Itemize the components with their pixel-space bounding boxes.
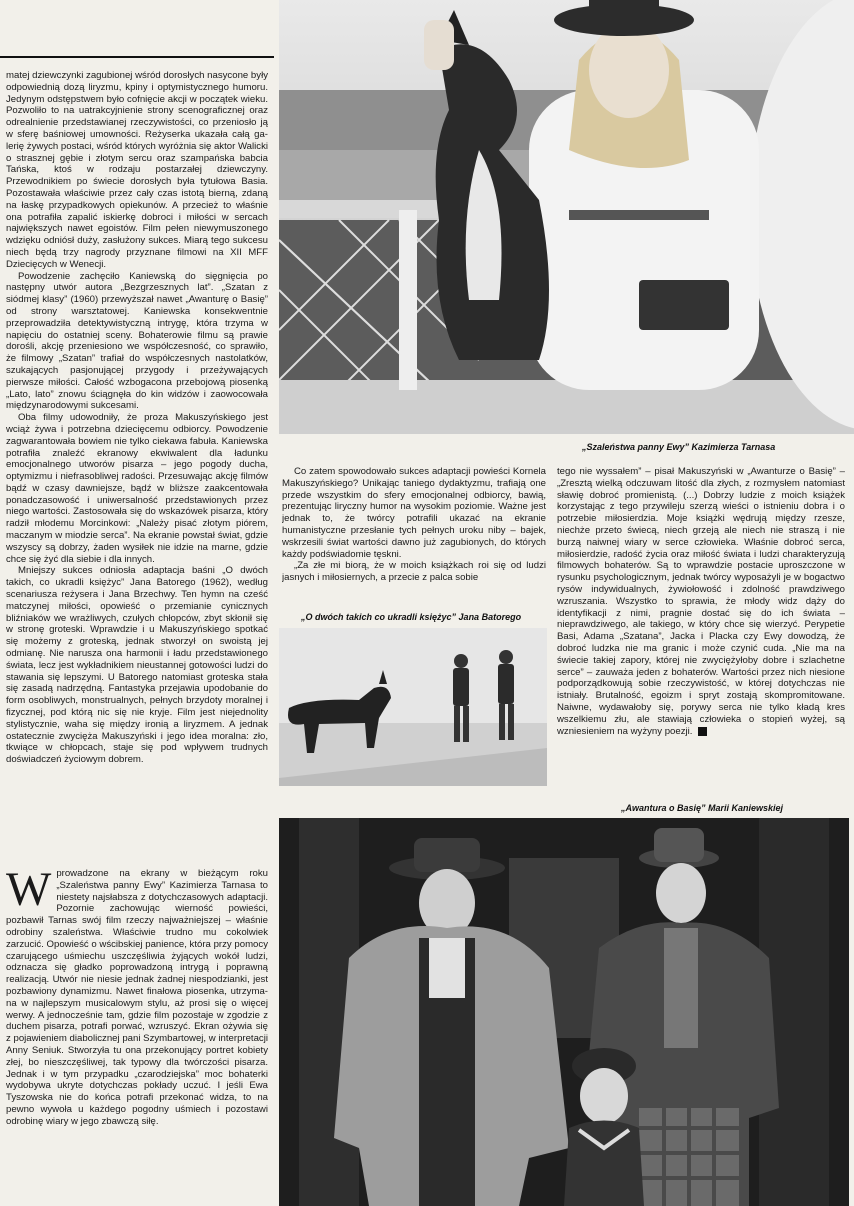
photo-awantura-o-basie [279,818,849,1206]
paragraph: Oba filmy udowodniły, że proza Makuszyńskiego jest wciąż żywa i potrzebna dziecięcemu odbiorcy. Powodzenie zagwarantowała bowiem nie tylko ciekawa fabuła. Kaniewska potrafiła znaleźć ekranowy ekwiwalent dla ładunku emocjonalnego utworów pisarza – jego pogody ducha, optymizmu i niefrasobliwej radości. Przesuwając akcję filmów bądź w czasy dawniejsze, bądź w bliższe zaakcentowała ponadczasowość i uniwersalność przedstawionych przez niego wartości. Zastosowała się do wskazówek pisarza, który radził młodemu Morcinkowi: „Należy pisać złotym piórem, maczanym w miodzie serca”. Na ekranie powstał świat, gdzie wszyscy są dobrzy, żaden wysiłek nie idzie na marne, gdzie chce się żyć dla siebie i dla innych. [6,412,268,565]
paragraph [557,466,845,737]
photo-o-dwoch-takich [279,628,547,786]
paragraph: prowadzone na ekrany w bieżącym roku „Szaleństwa panny Ewy” Kazimierza Tarnasa to niestety najsłabsza z dotychczasowych adaptacji. Pozornie zachowując wierność powieści, pozbawił Tarnas swój film rzeczy najważniejszej – właśnie odrobiny szaleństwa. Właściwie trudno mu cokolwiek zarzucić. Opowieść o wścibskiej panience, która przy pomocy czarującego uśmiechu uszczęśliwia żyjących wokół ludzi, odznacza się gładko poprowadzoną intrygą i poprawną realizacją. Utwór nie niesie jednak żadnej niespodzianki, jest pozbawiony dynamizmu. Nawet finałowa piosenka, utrzymana w najlepszym musicalowym stylu, aż prosi się o więcej werwy. A jednocześnie tam, gdzie film pozostaje w zgodzie z duchem pisarza, potrafi porwać, wzruszyć. Ekran ożywia się z pojawieniem diabolicznej pani Szymbartowej, w interpretacji Anny Seniuk. Stworzyła tu ona przekonujący portret kobiety złej, bo nieszczęśliwej, tak typowy dla twórczości pisarza. Jednak i w tym przypadku „czarodziejska” moc bohaterki wydobywa ukryte dotychczas pokłady uczuć. I jeśli Ewa Tyszowska nie do końca potrafi przekonać widza, to na pewno wywoła u każdego pogodny uśmiech i pozostawi odrobinę wiary w jego zbawczą siłę. [6,868,268,1127]
caption-bottom-photo: „Awantura o Basię” Marii Kaniewskiej [621,803,784,813]
right-column [557,466,845,796]
paragraph-text: tego nie wyssałem” – pisał Makuszyński w „Awanturze o Basię” – „Zresztą wielką odczuwam litość dla złych, z rozmysłem natomiast sławię dobroć promienistą. (...) Dobrzy ludzie z moich książek korzystając z tego przywileju szerzą wieści o istnieniu dobra i o potrzebie miłosierdzia. Moje książki wędrują między rzesze, niechże przeto świecą, niech grzeją ale niech nie straszą i nie burzą naiwnej wiary w serce człowieka. Właśnie dobroć serca, miłosierdzie, radość życia oraz miłość świata i ludzi charakteryzują filmowych bohaterów. Są to wprawdzie postacie uproszczone w rysunku psychologicznym, jednak twórcy wyposażyli je w bogactwo rysów indywidualnych, żywiołowość i zdolność prawdziwego wzruszania. Wszystko to sprawia, że młody widz dąży do identyfikacji z nimi, pragnie dostać się do ich świata – nieprawdziwego, ale takiego, w który chce się wierzyć. Perypetie Basi, Adama „Szatana”, Jacka i Placka czy Ewy dowodzą, że dobroć ludzka nie ma granic i może czynić cuda. „Nie ma na świecie takiej zapory, której nie zwyciężyłoby dobre i szlachetne serce” – zauważa jeden z bohaterów. Wartości przez nich niesione podporządkowują sobie rzeczywistość, w której dotychczas nie istniały. Brutalność, egoizm i spryt zostają skompromitowane. Naiwne, wydawałoby się, porywy serca nie tylko kładą kres wszelkiemu złu, ale stawiają człowieka o stopień wyżej, są wzniesieniem na wyżyny poezji. [557,466,845,737]
paragraph: „Za złe mi biorą, że w moich książkach roi się od ludzi jasnych i miłosiernych, a przecie z palca sobie [282,560,546,584]
photo-illustration [279,0,854,434]
top-rule [0,56,274,58]
paragraph: matej dziewczynki zagubionej wśród dorosłych nasycone były odpowiednią dozą liryzmu, kpiny i optymistycznego humoru. Jedynym odstępstwem było cofnięcie akcji w początek wieku. Pozwoliło to na uatrakcyjnienie strony scenograficznej oraz odrealnienie przedstawianej rzeczywistości, co przeniosło ją w sferę baśniowej umowności. Reżyserka ukazała całą galerię żywych postaci, wśród których wyróżnia się aktor Walicki o strasznej gębie i złotym sercu oraz szampańska babcia Tańska, ktoś w rodzaju postarzałej dziewczyny. Przewodnikiem po świecie dorosłych była tytułowa Basia. Pozostawała właściwie przez cały czas istotą bierną, zdaną na łaskę przypadkowych opiekunów. A przecież to właśnie ona potrafiła zapalić iskierkę dobroci i miłości w sercach największych nawet egoistów. Film pełen niewymuszonego wdzięku odniósł duży, zasłużony sukces. Miarą tego sukcesu niech będą trzy nagrody przyznane filmowi na XII MFF Dziecięcych w Wenecji. [6,70,268,270]
left-column-upper [6,70,268,860]
photo-illustration [279,628,547,786]
middle-column [282,466,546,596]
photo-illustration [279,818,849,1206]
left-column-lower [6,868,268,1168]
paragraph: Mniejszy sukces odniosła adaptacja baśni „O dwóch takich, co ukradli księżyc” Jana Batorego (1962), według scenariusza reżysera i Jana Brzechwy. Ten hymn na cześć matczynej miłości, opowieść o przemianie cynicznych bliźniaków we wrażliwych, czułych chłopców, zbyt skłonił się w stronę groteski. Wprawdzie i u Makuszyńskiego spotkać się możemy z groteską, jednak stworzył on swoistą jej odmianę. Nie narusza ona harmonii i ładu przedstawionego świata, lecz jest wykładnikiem nieustannej gotowości ludzi do stawania się lepszymi. U Batorego natomiast groteska stała się zasadą nadrzędną. Fantastyka przejawia upodobanie do form osobliwych, monstrualnych, pełnych brzydoty moralnej i fizycznej, pod którą nic się nie kryje. Film jest niejednolity stylistycznie, waha się między ironią a liryzmem. A jednak ostatecznie zwycięża Makuszyński i jego idea moralna: zło, tkwiące w chłopcach, staje się pod wpływem trudnych doświadczeń życiowym dobrem. [6,565,268,766]
caption-mid-photo: „O dwóch takich co ukradli księżyc” Jana Batorego [301,612,522,622]
caption-top-photo: „Szaleństwa panny Ewy” Kazimierza Tarnasa [582,442,776,452]
end-of-article-mark [698,727,707,736]
drop-cap: W [6,868,52,916]
paragraph: Co zatem spowodowało sukces adaptacji powieści Kornela Makuszyńskiego? Unikając taniego dydaktyzmu, trafiają one przede wszystkim do sfery emocjonalnej odbiorcy, bawią, prezentując liryczny humor na wysokim poziomie. Ważne jest jednak to, że twórcy potrafili ukazać na ekranie humanistyczne przesłanie tych pełnych uroku niby – bajek, wskrzesili świat wartości dawno już zagubionych, do których każdy podświadomie tęskni. [282,466,546,560]
photo-szalenstwa-panny-ewy [279,0,854,434]
paragraph: Powodzenie zachęciło Kaniewską do sięgnięcia po następny utwór autora „Bezgrzesznych lat”. „Szatan z siódmej klasy” (1960) przewyższał nawet „Awanturę o Basię” od strony warsztatowej. Kaniewska konsekwentnie przeprowadziła detektywistyczną intrygę, która trzyma w napięciu do ostatniej sceny. Bohaterowie filmu są prawie dorośli, akcję przeniesiono we współczesność, co sprawiło, że filmowy „Szatan” trafiał do współczesnych nastolatków, szukających pasjonującej przygody i przeżywających pierwsze miłości. Całość wzbogacona przebojową piosenką „Lato, lato” znowu ściągnęła do kin widzów i zaowocowała międzynarodowymi sukcesami. [6,270,268,412]
